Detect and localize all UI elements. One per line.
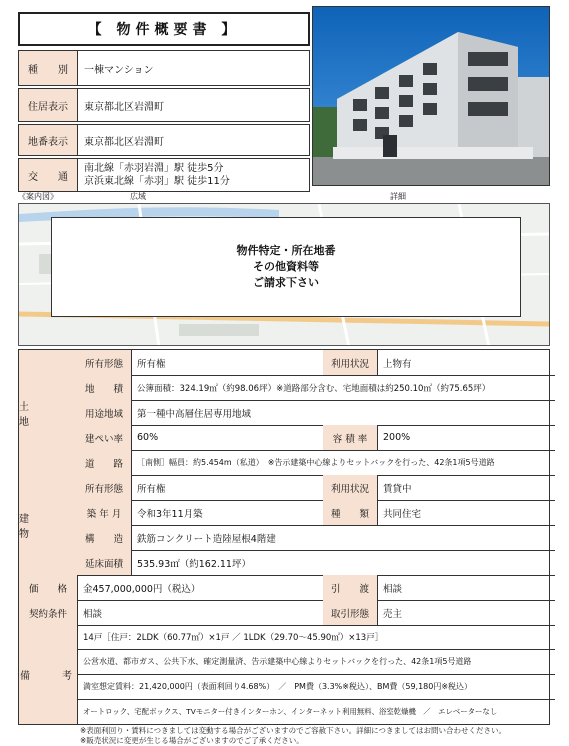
transaction-mode-label: 取引形態: [323, 600, 378, 626]
building-photo: [312, 6, 550, 186]
structure-value: 鉄筋コンクリート造陸屋根4階建: [131, 525, 555, 551]
value-address: 東京都北区岩淵町: [84, 101, 164, 113]
far-label: 容 積 率: [323, 425, 378, 451]
zone-label: 用途地域: [77, 400, 132, 426]
label-type: 種 別: [19, 51, 78, 85]
footnote-2: ※販売状況に変更が生じる場合がございますのでご了承ください。: [80, 736, 304, 745]
map-notice-box: [51, 217, 521, 317]
transport-line-1: 南北線「赤羽岩淵」駅 徒歩5分: [84, 163, 224, 174]
notice-line-2: その他資料等: [253, 260, 319, 273]
document-title: 【 物件概要書 】: [18, 12, 310, 46]
building-ownership-value: 所有権: [131, 475, 330, 501]
remarks-label: 備 考: [19, 625, 78, 724]
zone-value: 第一種中高層住居専用地域: [131, 400, 555, 426]
remarks-line-3: 満室想定賃料：21,420,000円（表面利回り4.68%） ／ PM費（3.3%※税込）、BM費（59,180円※税込）: [77, 674, 555, 700]
building-usage-value: 賃貸中: [377, 475, 555, 501]
property-details-table: [18, 349, 550, 725]
footnote-1: ※表面利回り・賃料につきましては変動する場合がございますのでご容赦下さい。詳細につきましてはお問い合わせください。: [80, 726, 506, 735]
notice-line-1: 物件特定・所在地番: [236, 244, 336, 257]
land-section-label: 土 地: [19, 350, 78, 476]
label-transport: 交 通: [19, 159, 78, 191]
summary-row-lot: [18, 124, 310, 156]
building-type-label: 種 類: [323, 500, 378, 526]
building-type-value: 共同住宅: [377, 500, 555, 526]
floor-area-label: 延床面積: [77, 550, 132, 576]
summary-row-transport: [18, 158, 310, 192]
building-section-label: 建 物: [19, 475, 78, 576]
price-label: 価 格: [19, 575, 78, 601]
summary-row-address: [18, 88, 310, 122]
bcr-label: 建ぺい率: [77, 425, 132, 451]
bcr-value: 60%: [131, 425, 330, 451]
land-ownership-value: 所有権: [131, 350, 330, 376]
road-label: 道 路: [77, 450, 132, 476]
land-usage-value: 上物有: [377, 350, 555, 376]
detail-map-label: 詳細: [390, 192, 406, 201]
building-ownership-label: 所有形態: [77, 475, 132, 501]
notice-line-3: ご請求下さい: [253, 276, 319, 289]
transport-line-2: 京浜東北線「赤羽」駅 徒歩11分: [84, 176, 230, 187]
price-value: 金457,000,000円（税込）: [77, 575, 330, 601]
remarks-line-1: 14戸［住戸：2LDK（60.77㎡）×1戸 ／ 1LDK（29.70～45.90㎡）×13戸］: [77, 625, 555, 650]
summary-row-type: [18, 50, 310, 86]
handover-value: 相談: [377, 575, 555, 601]
contract-value: 相談: [77, 600, 330, 626]
map-header: [18, 191, 550, 203]
property-summary-sheet: [18, 6, 550, 745]
handover-label: 引 渡: [323, 575, 378, 601]
wide-map-label: 広域: [130, 192, 146, 201]
footnotes: [80, 726, 550, 746]
contract-label: 契約条件: [19, 600, 78, 626]
value-type: 一棟マンション: [84, 64, 154, 76]
value-transport: [78, 159, 230, 191]
transaction-mode-value: 売主: [377, 600, 555, 626]
land-area-value: 公簿面積：324.19㎡（約98.06坪）※道路部分含む、宅地面積は約250.10㎡（約75.65坪）: [131, 375, 555, 401]
land-ownership-label: 所有形態: [77, 350, 132, 376]
building-usage-label: 利用状況: [323, 475, 378, 501]
built-label: 築 年 月: [77, 500, 132, 526]
label-lot: 地番表示: [19, 125, 78, 155]
value-lot: 東京都北区岩淵町: [84, 136, 164, 148]
label-address: 住居表示: [19, 89, 78, 121]
land-usage-label: 利用状況: [323, 350, 378, 376]
remarks-line-4: オートロック、宅配ボックス、TVモニター付きインターホン、インターネット利用無料、浴室乾燥機 ／ エレベーターなし: [83, 707, 498, 716]
land-area-label: 地 積: [77, 375, 132, 401]
remarks-line-2: 公営水道、都市ガス、公共下水、確定測量済、告示建築中心線よりセットバックを行った、42条1項5号道路: [77, 649, 555, 675]
built-value: 令和3年11月築: [131, 500, 330, 526]
floor-area-value: 535.93㎡（約162.11坪）: [131, 550, 555, 576]
structure-label: 構 造: [77, 525, 132, 551]
guide-label: 《案内図》: [18, 192, 58, 201]
location-map: [18, 203, 550, 346]
road-value: ［南側］幅員：約5.454m（私道） ※告示建築中心線よりセットバックを行った、42条1項5号道路: [131, 450, 555, 476]
far-value: 200%: [377, 425, 555, 451]
